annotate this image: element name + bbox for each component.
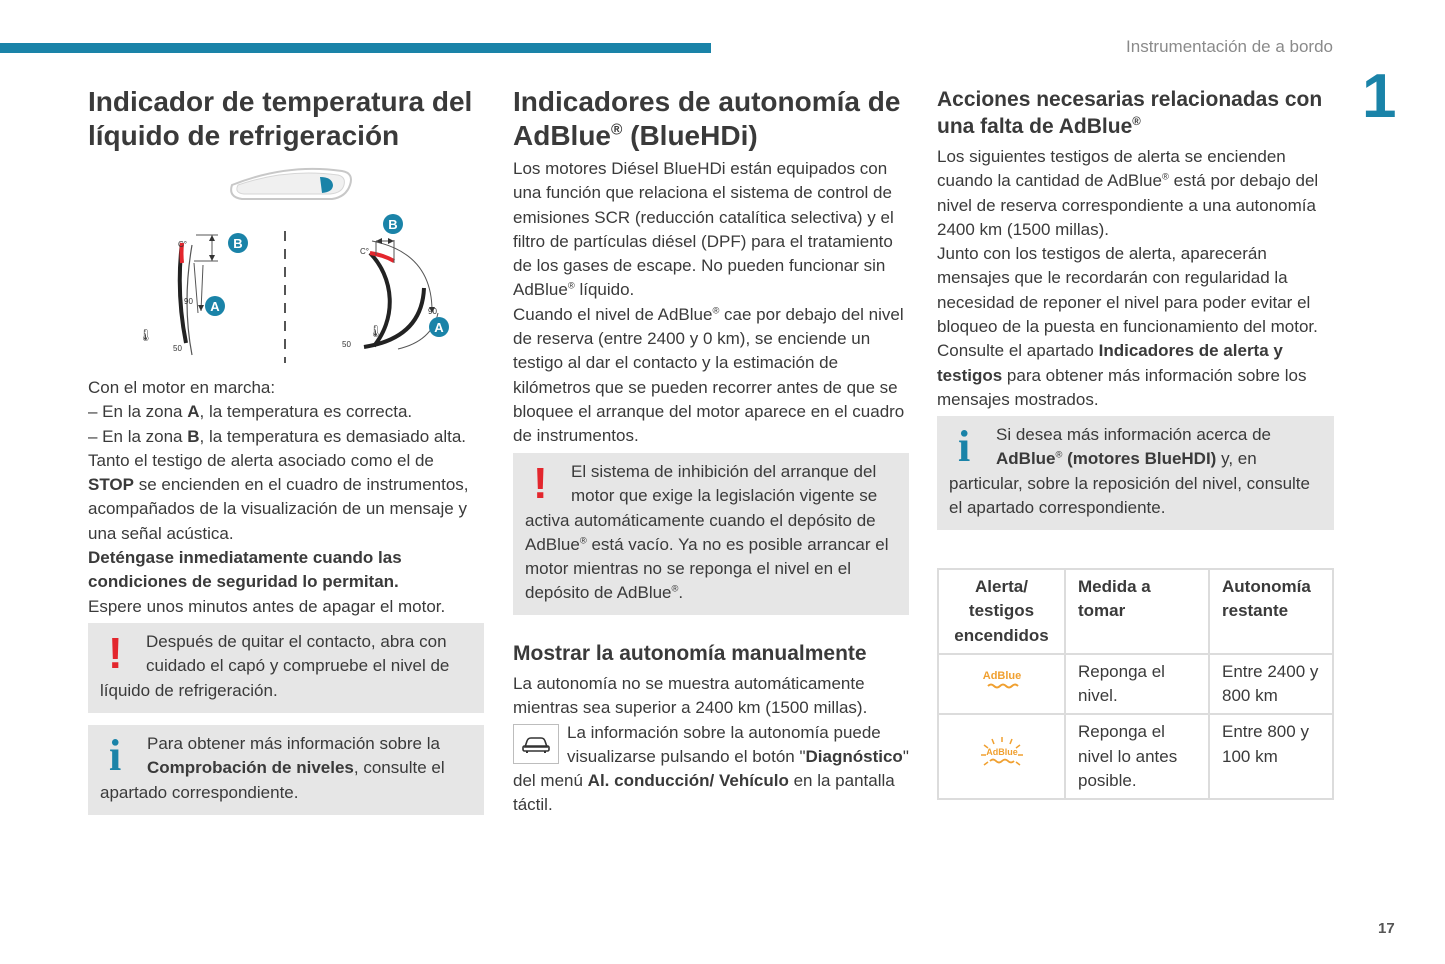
svg-text:A: A bbox=[434, 320, 444, 335]
stop-instruction: Deténgase inmediatamente cuando las condiciones de seguridad lo permitan. bbox=[88, 548, 402, 592]
coolant-warning-box: ! Después de quitar el contacto, abra con cuidado el capó y compruebe el nivel de líquido de refrigeración. bbox=[88, 623, 484, 713]
coolant-gauge-diagram bbox=[132, 163, 462, 373]
thermometer-icon: 🌡 bbox=[138, 328, 154, 342]
svg-text:B: B bbox=[388, 217, 398, 232]
coolant-info-box: i Para obtener más información sobre la Comprobación de niveles, consulte el apartado correspondiente. bbox=[88, 725, 484, 815]
svg-text:AdBlue: AdBlue bbox=[982, 669, 1021, 682]
svg-text:AdBlue: AdBlue bbox=[985, 747, 1018, 758]
adblue-info-box: i Si desea más información acerca de AdBlue® (motores BlueHDI) y, en particular, sobre la reposición del nivel, consulte el apartado correspondiente. bbox=[937, 416, 1334, 530]
intro-text: Con el motor en marcha: bbox=[88, 378, 276, 397]
header-range: Autonomía restante bbox=[1209, 569, 1333, 654]
adblue-alert-table bbox=[937, 568, 1334, 800]
svg-text:A: A bbox=[210, 299, 220, 314]
coolant-body-text bbox=[88, 376, 484, 619]
coolant-title: Indicador de temperatura del líquido de refrigeración bbox=[88, 86, 473, 151]
info-icon: i bbox=[958, 422, 971, 471]
adblue-warning-box: ! El sistema de inhibición del arranque del motor que exige la legislación vigente se activa automáticamente cuando el depósito de AdBlue® está vacío. Ya no es posible arrancar el motor mientras no se reponga el nivel en el depósito de AdBlue®. bbox=[513, 453, 909, 615]
adblue-flashing-icon bbox=[938, 714, 1065, 799]
warning-icon: ! bbox=[108, 629, 123, 678]
svg-text:50: 50 bbox=[342, 340, 351, 349]
table-row: AdBlue Reponga el nivel. Entre 2400 y 800 km bbox=[938, 654, 1333, 715]
car-diagnostic-icon bbox=[513, 724, 559, 764]
zone-b-text: – En la zona B, la temperatura es demasiado alta. Tanto el testigo de alerta asociado como el de STOP se encienden en el cuadro de instrumentos, acompañados de la visualización de un mensaje y una señal acústica. bbox=[88, 426, 469, 543]
svg-text:90: 90 bbox=[428, 307, 437, 316]
warning-icon: ! bbox=[533, 459, 548, 508]
adblue-icon bbox=[938, 654, 1065, 715]
info-icon: i bbox=[109, 731, 122, 780]
header-action: Medida a tomar bbox=[1065, 569, 1209, 654]
section-title: Instrumentación de a bordo bbox=[1126, 37, 1333, 56]
tick-90: 90 bbox=[184, 297, 193, 306]
chapter-number: 1 bbox=[1362, 62, 1397, 131]
adblue-body-text: Los motores Diésel BlueHDi están equipados con una función que relaciona el sistema de control de emisiones SCR (reducción catalítica selectiva) y el filtro de partículas diésel (DPF) para el tratamiento de los gases de escape. No pueden funcionar sin AdBlue® líquido. Cuando el nivel de AdBlue® cae por debajo del nivel de reserva (entre 2400 y 0 km), se enciende un testigo al dar el contacto y la estimación de kilómetros que se pueden recorrer antes de que se bloquee el arranque del motor aparece en el cuadro de instrumentos. bbox=[513, 159, 905, 446]
manual-range-text: La autonomía no se muestra automáticamente mientras sea superior a 2400 km (1500 millas). La información sobre la autonomía puede visualizarse pulsando el botón "Diagnóstico" del menú Al. conducción/ Vehículo en la pantalla táctil. bbox=[513, 674, 909, 815]
unit-label: C° bbox=[178, 240, 187, 249]
page-number: 17 bbox=[1378, 920, 1395, 937]
header-accent-bar bbox=[0, 43, 711, 53]
table-row: AdBlue Reponga el nivel lo antes posible. Entre 800 y 100 km bbox=[938, 714, 1333, 799]
tick-50: 50 bbox=[173, 344, 182, 353]
arc-temp-gauge bbox=[342, 214, 449, 349]
adblue-title: Indicadores de autonomía de AdBlue® (BlueHDi) bbox=[513, 86, 901, 151]
adblue-actions-title: Acciones necesarias relacionadas con una falta de AdBlue® bbox=[937, 88, 1323, 138]
svg-text:🌡: 🌡 bbox=[368, 324, 384, 338]
wait-instruction: Espere unos minutos antes de apagar el motor. bbox=[88, 596, 446, 616]
adblue-actions-text: Los siguientes testigos de alerta se encienden cuando la cantidad de AdBlue® está por debajo del nivel de reserva correspondiente a una autonomía 2400 km (1500 millas). Junto con los testigos de alerta, aparecerán mensajes que le recordarán con regularidad la necesidad de reponer el nivel para poder evitar el bloqueo de la puesta en funcionamiento del motor. Consulte el apartado Indicadores de alerta y testigos para obtener más información sobre los mensajes mostrados. bbox=[937, 147, 1319, 409]
instrument-cluster-icon bbox=[231, 169, 351, 199]
linear-temp-gauge bbox=[138, 233, 248, 355]
svg-text:B: B bbox=[233, 236, 243, 251]
table-header-row bbox=[938, 569, 1333, 654]
zone-a-text: – En la zona A, la temperatura es correcta. bbox=[88, 402, 413, 422]
manual-range-subtitle: Mostrar la autonomía manualmente bbox=[513, 642, 867, 665]
svg-text:C°: C° bbox=[360, 247, 369, 256]
header-alert: Alerta/ testigos encendidos bbox=[938, 569, 1065, 654]
